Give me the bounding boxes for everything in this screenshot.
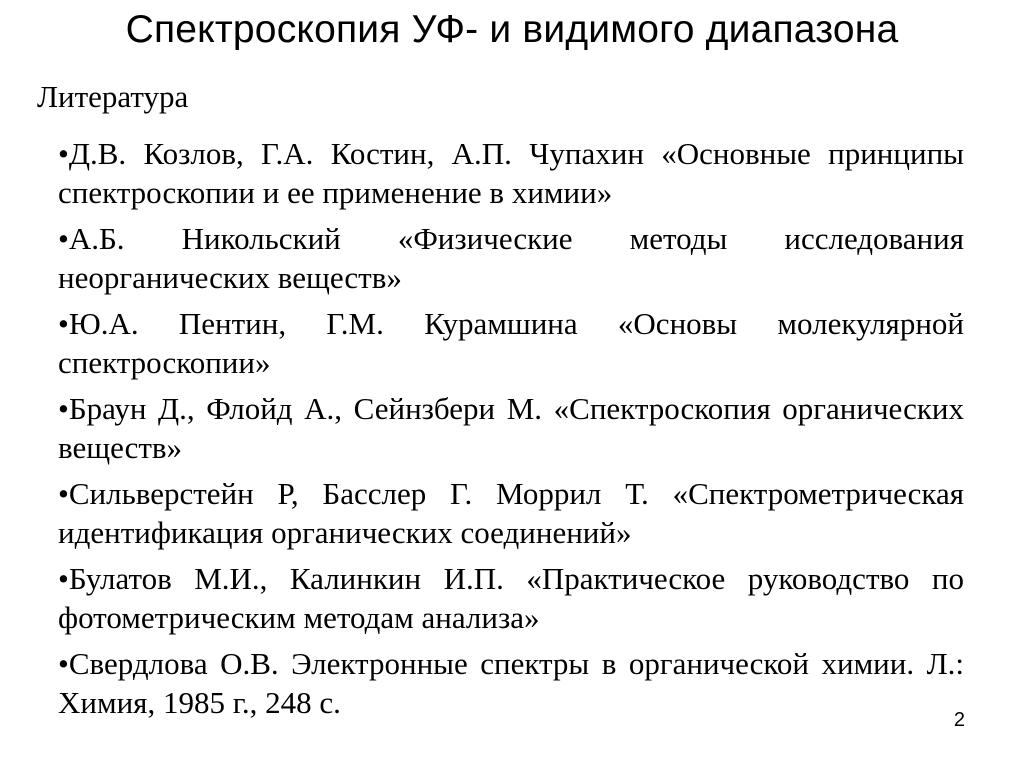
bullet-icon: • [58, 476, 69, 511]
slide-title: Спектроскопия УФ- и видимого диапазона [125, 8, 899, 51]
reference-item [58, 134, 964, 212]
reference-text: Браун Д., Флойд А., Сейнзбери М. «Спектроскопия органических веществ» [58, 391, 964, 465]
reference-item [58, 644, 964, 722]
bullet-icon: • [58, 221, 69, 256]
reference-item [58, 474, 964, 552]
reference-list [58, 134, 964, 729]
reference-item [58, 559, 964, 637]
reference-item [58, 389, 964, 467]
reference-text: Д.В. Козлов, Г.А. Костин, А.П. Чупахин «Основные принципы спектроскопии и ее применение в химии» [58, 136, 964, 210]
bullet-icon: • [58, 306, 69, 341]
reference-item [58, 304, 964, 382]
reference-text: Булатов М.И., Калинкин И.П. «Практическое руководство по фотометрическим методам анализа» [58, 561, 964, 635]
bullet-icon: • [58, 391, 69, 426]
bullet-icon: • [58, 561, 69, 596]
page-number: 2 [953, 709, 965, 731]
reference-text: А.Б. Никольский «Физические методы исследования неорганических веществ» [58, 221, 964, 295]
bullet-icon: • [58, 136, 69, 171]
reference-text: Ю.А. Пентин, Г.М. Курамшина «Основы молекулярной спектроскопии» [58, 306, 964, 380]
reference-text: Сильверстейн Р, Басслер Г. Моррил Т. «Спектрометрическая идентификация органических соединений» [58, 476, 964, 550]
section-heading: Литература [37, 79, 189, 114]
reference-item [58, 219, 964, 297]
bullet-icon: • [58, 646, 69, 681]
reference-text: Свердлова О.В. Электронные спектры в органической химии. Л.: Химия, 1985 г., 248 с. [58, 646, 964, 720]
